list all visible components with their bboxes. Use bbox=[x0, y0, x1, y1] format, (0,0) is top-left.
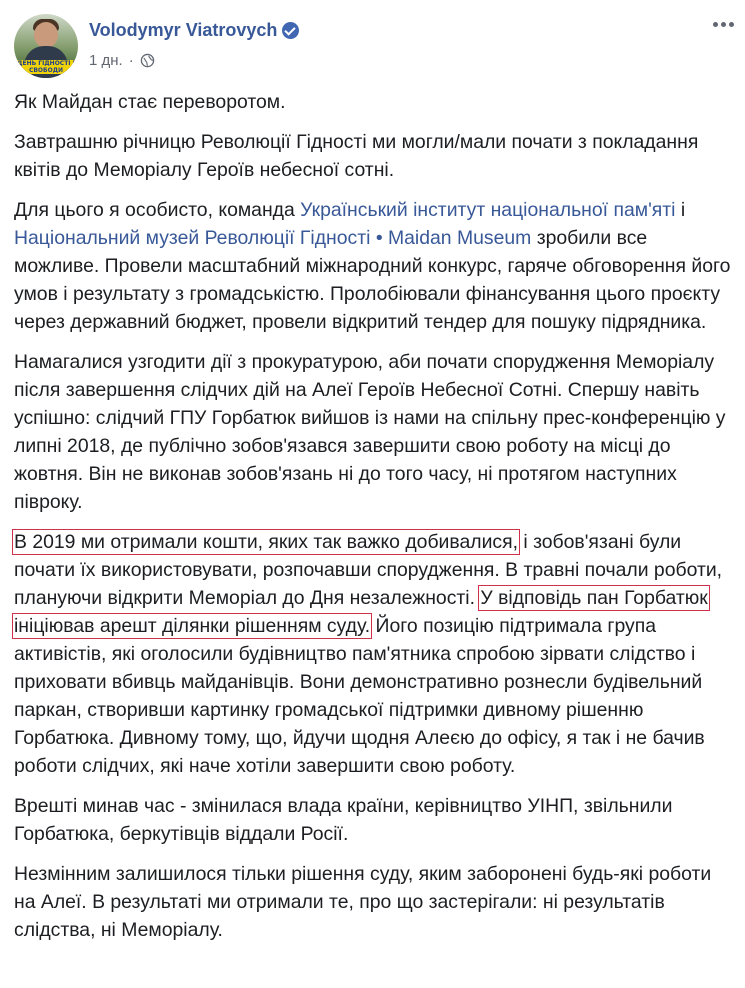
paragraph-1: Як Майдан стає переворотом. bbox=[14, 91, 286, 113]
author-name[interactable]: Volodymyr Viatrovych bbox=[89, 20, 278, 40]
paragraph-2: Завтрашню річницю Революції Гідності ми могли/мали почати з покладання квітів до Меморіалу Героїв небесної сотні. bbox=[14, 131, 699, 181]
paragraph-7: Незмінним залишилося тільки рішення суду, яким заборонені будь-які роботи на Алеї. В результаті ми отримали те, про що застерігали: ні результатів слідства, ні Меморіалу. bbox=[14, 863, 712, 941]
avatar-head bbox=[34, 22, 58, 48]
post-body bbox=[14, 88, 732, 956]
highlight-funding: В 2019 ми отримали кошти, яких так важко добивалися, bbox=[14, 531, 518, 553]
globe-icon[interactable] bbox=[140, 53, 155, 68]
paragraph-4: Намагалися узгодити дії з прокуратурою, аби почати спорудження Меморіалу після завершення слідчих дій на Алеї Героїв Небесної Сотні. Спершу навіть успішно: слідчий ГПУ Горбатюк вийшов із нами на спільну прес-конференцію у липні 2018, де публічно зобов'язався завершити свою роботу на місці до жовтня. Він не виконав зобов'язань ні до того часу, ні протягом наступних півроку. bbox=[14, 351, 726, 513]
post-meta bbox=[89, 52, 155, 69]
link-maidan-museum[interactable]: Національний музей Революції Гідності • Maidan Museum bbox=[14, 227, 532, 249]
paragraph-5 bbox=[14, 528, 732, 780]
paragraph-3-start: Для цього я особисто, команда bbox=[14, 199, 301, 221]
paragraph-5-mid: і зобов'язані були почати їх використовувати, розпочавши спорудження. В травні почали роботи, плануючи відкрити Меморіал до Дня незалежності. bbox=[14, 531, 723, 609]
more-options-icon[interactable] bbox=[713, 22, 734, 27]
post-timestamp[interactable]: 1 дн. bbox=[89, 52, 123, 69]
post-header bbox=[14, 14, 734, 80]
verified-badge-icon bbox=[282, 22, 299, 39]
avatar[interactable] bbox=[14, 14, 78, 78]
author-row bbox=[89, 20, 299, 41]
paragraph-6: Врешті минав час - змінилася влада країни, керівництво УІНП, звільнили Горбатюка, беркутівців віддали Росії. bbox=[14, 795, 673, 845]
meta-separator: · bbox=[128, 52, 134, 69]
avatar-banner: ДЕНЬ ГІДНОСТІ І СВОБОДИ bbox=[17, 60, 75, 74]
paragraph-3-rest: зробили все можливе. Провели масштабний міжнародний конкурс, гаряче обговорення його умов і результату з громадськістю. Пролобіювали фінансування цього проєкту через державний бюджет, провели відкритий тендер для пошуку підрядника. bbox=[14, 227, 731, 333]
paragraph-3-and: і bbox=[675, 199, 686, 221]
paragraph-3 bbox=[14, 196, 732, 336]
link-uinp[interactable]: Український інститут національної пам'яті bbox=[300, 199, 676, 221]
paragraph-5-rest: Його позицію підтримала група активістів, які оголосили будівництво пам'ятника спробою зірвати слідство і приховати вбивць майданівців. Вони демонстративно рознесли будівельний паркан, створивши картинку громадської підтримки дивному рішенню Горбатюка. Дивному тому, що, йдучи щодня Алеєю до офісу, я так і не бачив роботи слідчих, які наче хотіли завершити свою роботу. bbox=[14, 615, 705, 777]
highlight-arrest: У відповідь пан Горбатюк ініціював арешт ділянки рішенням суду. bbox=[14, 587, 708, 637]
